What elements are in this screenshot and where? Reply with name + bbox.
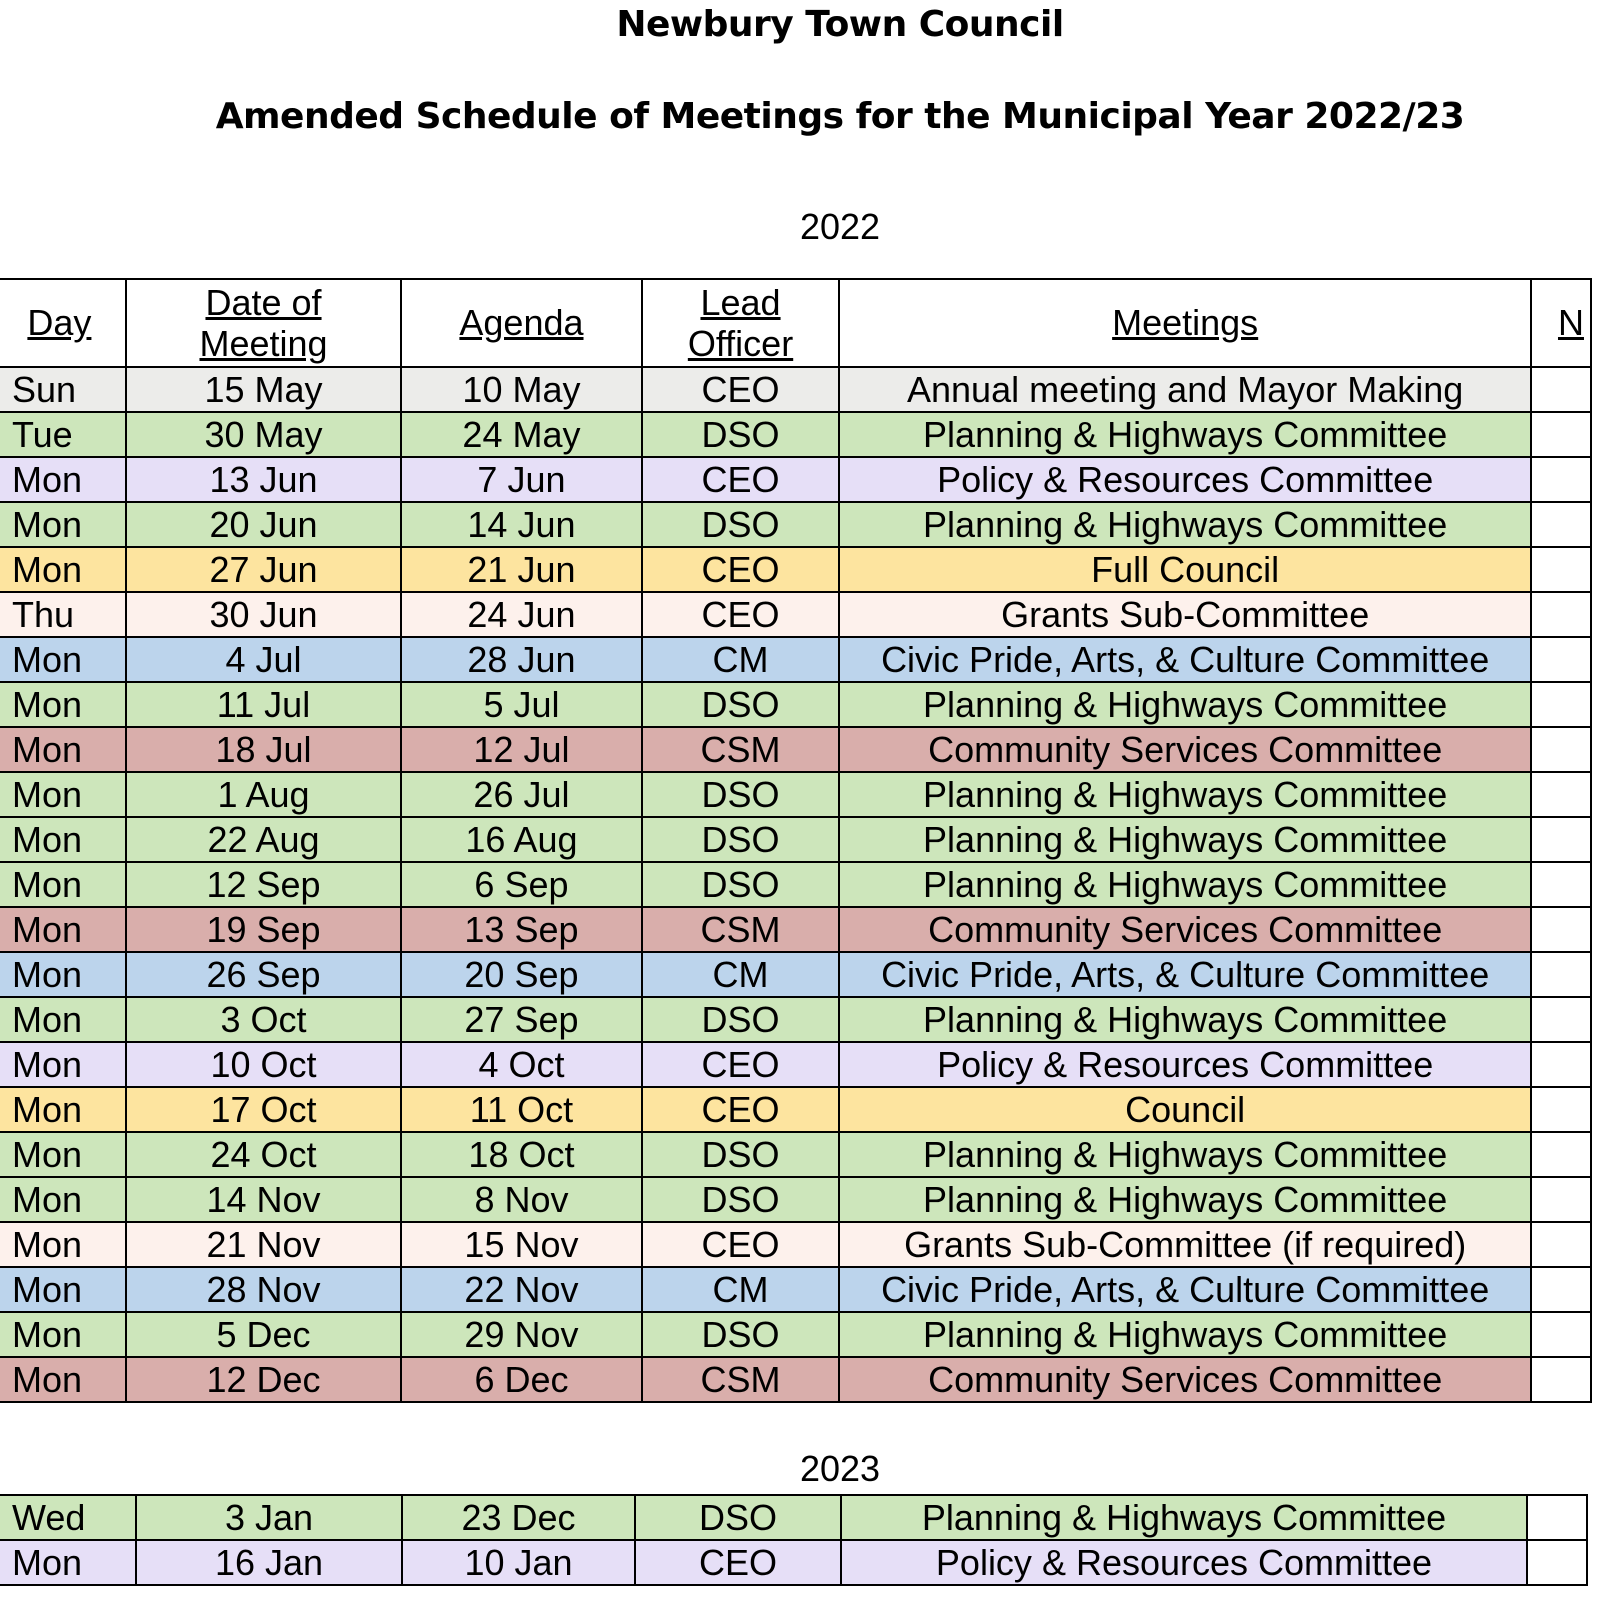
day-cell: Thu (0, 592, 126, 637)
day-cell: Mon (0, 907, 126, 952)
meeting-cell: Community Services Committee (839, 907, 1531, 952)
agenda-cell: 22 Nov (401, 1267, 642, 1312)
officer-cell: CSM (642, 1357, 840, 1402)
agenda-cell: 16 Aug (401, 817, 642, 862)
agenda-cell: 26 Jul (401, 772, 642, 817)
day-cell: Mon (0, 1540, 136, 1585)
cut-off-cell (1531, 367, 1591, 412)
column-header-meetings: Meetings (839, 279, 1531, 367)
meeting-cell: Planning & Highways Committee (839, 502, 1531, 547)
agenda-cell: 4 Oct (401, 1042, 642, 1087)
agenda-cell: 6 Dec (401, 1357, 642, 1402)
table-row (0, 907, 1591, 952)
cut-off-cell (1531, 412, 1591, 457)
table-row (0, 817, 1591, 862)
table-row (0, 772, 1591, 817)
officer-cell: CM (642, 952, 840, 997)
table-row (0, 367, 1591, 412)
table-header-row (0, 279, 1591, 367)
cut-off-cell (1531, 952, 1591, 997)
date-cell: 27 Jun (126, 547, 401, 592)
date-cell: 17 Oct (126, 1087, 401, 1132)
agenda-cell: 10 Jan (402, 1540, 635, 1585)
date-cell: 12 Dec (126, 1357, 401, 1402)
day-cell: Mon (0, 457, 126, 502)
column-header-lead-officer: Lead Officer (642, 279, 840, 367)
meeting-cell: Planning & Highways Committee (839, 997, 1531, 1042)
meeting-cell: Council (839, 1087, 1531, 1132)
meeting-cell: Planning & Highways Committee (839, 772, 1531, 817)
year-heading-2022: 2022 (799, 206, 881, 247)
meeting-cell: Full Council (839, 547, 1531, 592)
date-cell: 30 May (126, 412, 401, 457)
year-heading-2023: 2023 (799, 1448, 881, 1489)
day-cell: Mon (0, 1177, 126, 1222)
table-row (0, 457, 1591, 502)
meeting-cell: Civic Pride, Arts, & Culture Committee (839, 1267, 1531, 1312)
meeting-cell: Planning & Highways Committee (839, 1132, 1531, 1177)
table-row (0, 637, 1591, 682)
agenda-cell: 20 Sep (401, 952, 642, 997)
date-cell: 24 Oct (126, 1132, 401, 1177)
day-cell: Mon (0, 772, 126, 817)
day-cell: Mon (0, 1267, 126, 1312)
meeting-cell: Civic Pride, Arts, & Culture Committee (839, 952, 1531, 997)
cut-off-cell (1531, 502, 1591, 547)
officer-cell: DSO (642, 502, 840, 547)
officer-cell: CM (642, 637, 840, 682)
column-header-day: Day (0, 279, 126, 367)
day-cell: Mon (0, 997, 126, 1042)
column-header-cut-off: N (1531, 279, 1591, 367)
cut-off-cell (1531, 817, 1591, 862)
agenda-cell: 7 Jun (401, 457, 642, 502)
meeting-cell: Annual meeting and Mayor Making (839, 367, 1531, 412)
officer-cell: CEO (642, 367, 840, 412)
agenda-cell: 10 May (401, 367, 642, 412)
date-cell: 3 Jan (136, 1495, 402, 1540)
day-cell: Mon (0, 1087, 126, 1132)
day-cell: Mon (0, 727, 126, 772)
table-row (0, 1357, 1591, 1402)
officer-cell: CEO (642, 1042, 840, 1087)
cut-off-cell (1531, 1042, 1591, 1087)
meeting-cell: Planning & Highways Committee (839, 412, 1531, 457)
officer-cell: CSM (642, 907, 840, 952)
table-row (0, 1042, 1591, 1087)
day-cell: Wed (0, 1495, 136, 1540)
cut-off-cell (1527, 1540, 1587, 1585)
table-row (0, 1495, 1587, 1540)
officer-cell: CM (642, 1267, 840, 1312)
day-cell: Mon (0, 1132, 126, 1177)
meeting-cell: Policy & Resources Committee (839, 1042, 1531, 1087)
date-cell: 15 May (126, 367, 401, 412)
officer-cell: DSO (642, 1177, 840, 1222)
agenda-cell: 24 Jun (401, 592, 642, 637)
table-row (0, 862, 1591, 907)
cut-off-cell (1531, 1087, 1591, 1132)
cut-off-cell (1531, 1267, 1591, 1312)
date-cell: 21 Nov (126, 1222, 401, 1267)
agenda-cell: 5 Jul (401, 682, 642, 727)
table-row (0, 727, 1591, 772)
officer-cell: CEO (642, 1087, 840, 1132)
day-cell: Mon (0, 1222, 126, 1267)
date-cell: 5 Dec (126, 1312, 401, 1357)
cut-off-cell (1531, 1312, 1591, 1357)
agenda-cell: 11 Oct (401, 1087, 642, 1132)
cut-off-cell (1531, 727, 1591, 772)
schedule-table-2022 (0, 278, 1592, 1403)
date-cell: 22 Aug (126, 817, 401, 862)
meeting-cell: Grants Sub-Committee (839, 592, 1531, 637)
officer-cell: CEO (642, 1222, 840, 1267)
officer-cell: CSM (642, 727, 840, 772)
day-cell: Mon (0, 547, 126, 592)
officer-cell: DSO (635, 1495, 841, 1540)
day-cell: Mon (0, 502, 126, 547)
table-row (0, 502, 1591, 547)
cut-off-cell (1531, 592, 1591, 637)
officer-cell: DSO (642, 412, 840, 457)
cut-off-cell (1527, 1495, 1587, 1540)
date-cell: 18 Jul (126, 727, 401, 772)
day-cell: Sun (0, 367, 126, 412)
date-cell: 28 Nov (126, 1267, 401, 1312)
meeting-cell: Planning & Highways Committee (839, 1177, 1531, 1222)
agenda-cell: 24 May (401, 412, 642, 457)
meeting-cell: Planning & Highways Committee (841, 1495, 1527, 1540)
date-cell: 14 Nov (126, 1177, 401, 1222)
officer-cell: CEO (642, 457, 840, 502)
agenda-cell: 23 Dec (402, 1495, 635, 1540)
agenda-cell: 14 Jun (401, 502, 642, 547)
day-cell: Mon (0, 952, 126, 997)
cut-off-cell (1531, 1222, 1591, 1267)
meeting-cell: Community Services Committee (839, 1357, 1531, 1402)
document-subtitle: Amended Schedule of Meetings for the Municipal Year 2022/23 (215, 96, 1465, 137)
officer-cell: CEO (642, 592, 840, 637)
officer-cell: CEO (635, 1540, 841, 1585)
cut-off-cell (1531, 1132, 1591, 1177)
date-cell: 20 Jun (126, 502, 401, 547)
meeting-cell: Policy & Resources Committee (839, 457, 1531, 502)
date-cell: 19 Sep (126, 907, 401, 952)
cut-off-cell (1531, 457, 1591, 502)
agenda-cell: 8 Nov (401, 1177, 642, 1222)
meeting-cell: Planning & Highways Committee (839, 682, 1531, 727)
meeting-cell: Planning & Highways Committee (839, 862, 1531, 907)
day-cell: Tue (0, 412, 126, 457)
meeting-cell: Policy & Resources Committee (841, 1540, 1527, 1585)
date-cell: 3 Oct (126, 997, 401, 1042)
meeting-cell: Civic Pride, Arts, & Culture Committee (839, 637, 1531, 682)
date-cell: 30 Jun (126, 592, 401, 637)
day-cell: Mon (0, 1357, 126, 1402)
agenda-cell: 13 Sep (401, 907, 642, 952)
agenda-cell: 12 Jul (401, 727, 642, 772)
cut-off-cell (1531, 682, 1591, 727)
table-row (0, 1222, 1591, 1267)
table-row (0, 592, 1591, 637)
table-row (0, 1267, 1591, 1312)
cut-off-cell (1531, 862, 1591, 907)
meeting-cell: Planning & Highways Committee (839, 817, 1531, 862)
officer-cell: DSO (642, 817, 840, 862)
date-cell: 16 Jan (136, 1540, 402, 1585)
date-cell: 10 Oct (126, 1042, 401, 1087)
officer-cell: DSO (642, 772, 840, 817)
meeting-cell: Grants Sub-Committee (if required) (839, 1222, 1531, 1267)
officer-cell: DSO (642, 997, 840, 1042)
agenda-cell: 27 Sep (401, 997, 642, 1042)
table-row (0, 1540, 1587, 1585)
officer-cell: DSO (642, 1312, 840, 1357)
agenda-cell: 18 Oct (401, 1132, 642, 1177)
meeting-cell: Community Services Committee (839, 727, 1531, 772)
table-row (0, 997, 1591, 1042)
schedule-body-2022 (0, 367, 1591, 1402)
column-header-date: Date of Meeting (126, 279, 401, 367)
date-cell: 26 Sep (126, 952, 401, 997)
table-row (0, 1177, 1591, 1222)
cut-off-cell (1531, 907, 1591, 952)
date-cell: 1 Aug (126, 772, 401, 817)
officer-cell: DSO (642, 1132, 840, 1177)
table-row (0, 1087, 1591, 1132)
table-row (0, 952, 1591, 997)
day-cell: Mon (0, 817, 126, 862)
date-cell: 11 Jul (126, 682, 401, 727)
table-row (0, 1312, 1591, 1357)
agenda-cell: 15 Nov (401, 1222, 642, 1267)
officer-cell: DSO (642, 682, 840, 727)
date-cell: 13 Jun (126, 457, 401, 502)
table-row (0, 682, 1591, 727)
day-cell: Mon (0, 1312, 126, 1357)
day-cell: Mon (0, 637, 126, 682)
schedule-table-2023 (0, 1494, 1588, 1586)
cut-off-cell (1531, 772, 1591, 817)
schedule-body-2023 (0, 1495, 1587, 1585)
officer-cell: DSO (642, 862, 840, 907)
column-header-agenda: Agenda (401, 279, 642, 367)
cut-off-cell (1531, 637, 1591, 682)
date-cell: 4 Jul (126, 637, 401, 682)
cut-off-cell (1531, 547, 1591, 592)
agenda-cell: 6 Sep (401, 862, 642, 907)
officer-cell: CEO (642, 547, 840, 592)
cut-off-cell (1531, 997, 1591, 1042)
day-cell: Mon (0, 1042, 126, 1087)
table-row (0, 547, 1591, 592)
cut-off-cell (1531, 1177, 1591, 1222)
table-row (0, 412, 1591, 457)
meeting-cell: Planning & Highways Committee (839, 1312, 1531, 1357)
agenda-cell: 28 Jun (401, 637, 642, 682)
day-cell: Mon (0, 862, 126, 907)
document-title: Newbury Town Council (616, 4, 1064, 45)
agenda-cell: 21 Jun (401, 547, 642, 592)
agenda-cell: 29 Nov (401, 1312, 642, 1357)
table-row (0, 1132, 1591, 1177)
date-cell: 12 Sep (126, 862, 401, 907)
day-cell: Mon (0, 682, 126, 727)
cut-off-cell (1531, 1357, 1591, 1402)
